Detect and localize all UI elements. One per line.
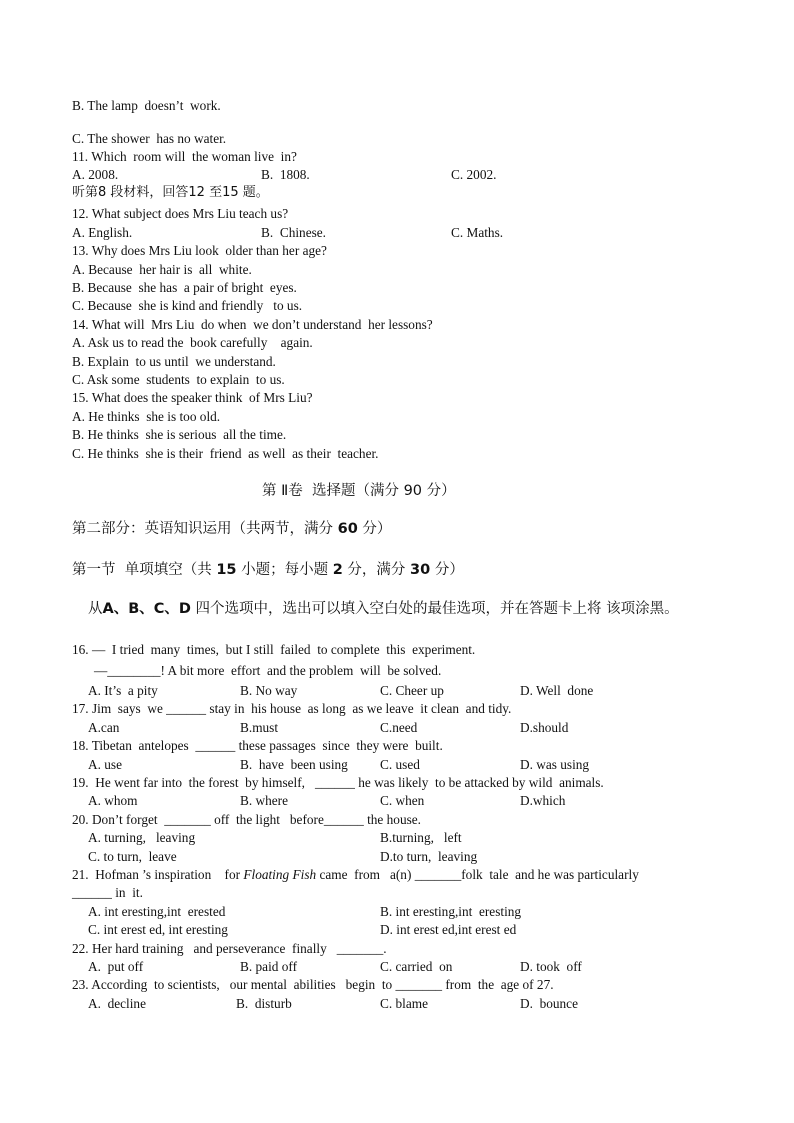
q19-option-a: A. whom xyxy=(88,793,138,808)
section-1-heading: 第一节 单项填空（共 15 小题；每小题 2 分，满分 30 分） xyxy=(72,562,464,578)
q16-stem-2: —________! A bit more effort and the problem will be solved. xyxy=(94,663,442,678)
q15-option-c: C. He thinks she is their friend as well as their teacher. xyxy=(72,446,379,461)
q20-stem: 20. Don’t forget _______ off the light before______ the house. xyxy=(72,812,421,827)
q21-option-c: C. int erest ed, int eresting xyxy=(88,922,228,937)
q17-option-c: C.need xyxy=(380,720,418,735)
q12-stem: 12. What subject does Mrs Liu teach us? xyxy=(72,206,289,221)
q16-stem: 16. — I tried many times, but I still failed to complete this experiment. xyxy=(72,642,476,657)
q17-option-d: D.should xyxy=(520,720,569,735)
q15-option-a: A. He thinks she is too old. xyxy=(72,409,221,424)
q19-option-d: D.which xyxy=(520,793,566,808)
q10-option-b: B. The lamp doesn’t work. xyxy=(72,98,221,113)
q23-option-d: D. bounce xyxy=(520,996,578,1011)
q19-stem: 19. He went far into the forest by himself, ______ he was likely to be attacked by wild animals. xyxy=(72,775,604,790)
q13-stem: 13. Why does Mrs Liu look older than her age? xyxy=(72,243,327,258)
q18-option-d: D. was using xyxy=(520,757,590,772)
q19-option-b: B. where xyxy=(240,793,288,808)
q23-option-b: B. disturb xyxy=(236,996,292,1011)
q14-option-a: A. Ask us to read the book carefully again. xyxy=(72,335,313,350)
q12-option-c: C. Maths. xyxy=(451,225,504,240)
q14-stem: 14. What will Mrs Liu do when we don’t understand her lessons? xyxy=(72,317,433,332)
q21-stem-2: ______ in it. xyxy=(72,885,143,900)
q20-option-b: B.turning, left xyxy=(380,830,462,845)
section-8-instruction: 听第8 段材料，回答12 至15 题。 xyxy=(72,185,269,200)
q20-option-a: A. turning, leaving xyxy=(88,830,196,845)
q21-option-b: B. int eresting,int eresting xyxy=(380,904,522,919)
q21-option-d: D. int erest ed,int erest ed xyxy=(380,922,517,937)
q13-option-c: C. Because she is kind and friendly to us. xyxy=(72,298,303,313)
q23-option-a: A. decline xyxy=(88,996,146,1011)
q16-option-d: D. Well done xyxy=(520,683,594,698)
q18-option-c: C. used xyxy=(380,757,420,772)
q10-option-c: C. The shower has no water. xyxy=(72,131,227,146)
q22-option-b: B. paid off xyxy=(240,959,297,974)
q20-option-c: C. to turn, leave xyxy=(88,849,177,864)
q16-option-a: A. It’s a pity xyxy=(88,683,158,698)
q11-option-c: C. 2002. xyxy=(451,167,497,182)
q11-stem: 11. Which room will the woman live in? xyxy=(72,149,297,164)
q17-stem: 17. Jim says we ______ stay in his house as long as we leave it clean and tidy. xyxy=(72,701,512,716)
q11-option-a: A. 2008. xyxy=(72,167,119,182)
q21-stem: 21. Hofman ’s inspiration for Floating Fish came from a(n) _______folk tale and he was particularly xyxy=(72,867,639,882)
q12-option-a: A. English. xyxy=(72,225,133,240)
q17-option-b: B.must xyxy=(240,720,279,735)
q14-option-c: C. Ask some students to explain to us. xyxy=(72,372,285,387)
q23-stem: 23. According to scientists, our mental abilities begin to _______ from the age of 27. xyxy=(72,977,554,992)
q22-option-d: D. took off xyxy=(520,959,582,974)
q12-option-b: B. Chinese. xyxy=(261,225,327,240)
q19-option-c: C. when xyxy=(380,793,425,808)
directions: 从A、B、C、D 四个选项中，选出可以填入空白处的最佳选项，并在答题卡上将 该项涂黑。 xyxy=(88,601,679,617)
q22-stem: 22. Her hard training and perseverance finally _______. xyxy=(72,941,387,956)
volume-2-heading: 第 Ⅱ卷 选择题（满分 90 分） xyxy=(262,483,456,499)
q13-option-a: A. Because her hair is all white. xyxy=(72,262,252,277)
q21-option-a: A. int eresting,int erested xyxy=(88,904,226,919)
part-2-heading: 第二部分：英语知识运用（共两节，满分 60 分） xyxy=(72,521,392,537)
q15-option-b: B. He thinks she is serious all the time. xyxy=(72,427,287,442)
q18-option-a: A. use xyxy=(88,757,122,772)
q16-option-c: C. Cheer up xyxy=(380,683,444,698)
q23-option-c: C. blame xyxy=(380,996,429,1011)
q13-option-b: B. Because she has a pair of bright eyes. xyxy=(72,280,297,295)
q17-option-a: A.can xyxy=(88,720,120,735)
q18-stem: 18. Tibetan antelopes ______ these passages since they were built. xyxy=(72,738,443,753)
q15-stem: 15. What does the speaker think of Mrs Liu? xyxy=(72,390,313,405)
q22-option-c: C. carried on xyxy=(380,959,453,974)
q14-option-b: B. Explain to us until we understand. xyxy=(72,354,276,369)
q11-option-b: B. 1808. xyxy=(261,167,310,182)
q18-option-b: B. have been using xyxy=(240,757,348,772)
q22-option-a: A. put off xyxy=(88,959,144,974)
q20-option-d: D.to turn, leaving xyxy=(380,849,478,864)
q16-option-b: B. No way xyxy=(240,683,298,698)
